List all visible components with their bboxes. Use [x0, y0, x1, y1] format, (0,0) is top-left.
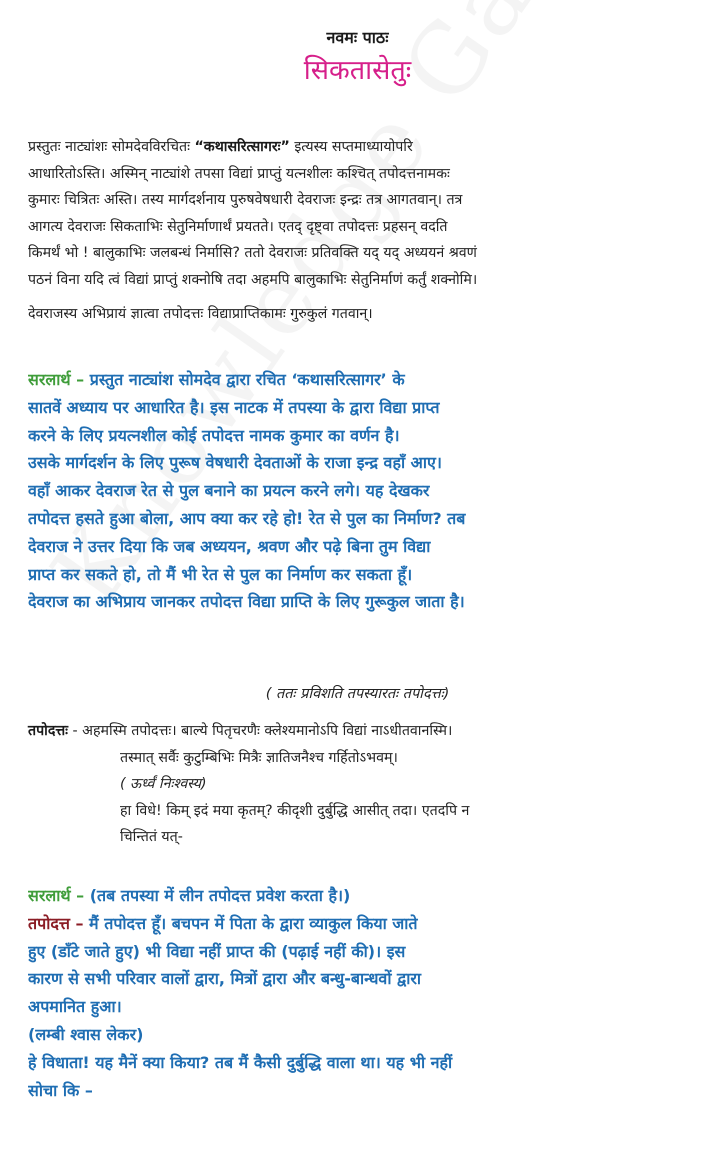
sanskrit-intro-line: किमर्थं भो ! बालुकाभिः जलबन्धं निर्मासि? ततो देवराजः प्रतिवक्ति यद् यद् अध्ययनं श्रवणं — [28, 245, 477, 261]
sanskrit-intro-line: आधारितोऽस्ति। अस्मिन् नाट्यांशे तपसा विद्यां प्राप्तुं यत्नशीलः कश्चित् तपोदत्तनामकः — [28, 165, 450, 182]
dialog-line: तपोदत्तः - अहमस्मि तपोदत्तः। बाल्ये पितृचरणैः क्लेश्यमानोऽपि विद्यां नाऽधीतवानस्मि। — [28, 723, 453, 739]
hindi-dialog-line: कारण से सभी परिवार वालों द्वारा, मित्रों द्वारा और बन्धु-बान्धवों द्वारा — [28, 969, 422, 989]
sanskrit-intro-line: पठनं विना यदि त्वं विद्यां प्राप्तुं शक्नोषि तदा अहमपि बालुकाभिः सेतुनिर्माणं कर्तुं शक्नोमि। — [28, 271, 478, 288]
sanskrit-intro-line: आगत्य देवराजः सिकताभिः सेतुनिर्माणार्थं प्रयतते। एतद् दृष्ट्वा तपोदत्तः प्रहसन् वदति — [28, 218, 448, 235]
hindi-dialog-line: सरलार्थ – (तब तपस्या में लीन तपोदत्त प्रवेश करता है।) — [28, 886, 351, 905]
hindi-intro-line: सातवें अध्याय पर आधारित है। इस नाटक में तपस्या के द्वारा विद्या प्राप्त — [28, 397, 440, 417]
sanskrit-intro-line: देवराजस्य अभिप्रायं ज्ञात्वा तपोदत्तः विद्याप्राप्तिकामः गुरुकुलं गतवान्। — [28, 306, 373, 322]
hindi-intro-line: सरलार्थ – प्रस्तुत नाट्यांश सोमदेव द्वारा रचित ‘कथासरित्सागर’ के — [28, 370, 405, 389]
hindi-intro-line: प्राप्त कर सकते हो, तो मैं भी रेत से पुल का निर्माण कर सकता हूँ। — [28, 564, 413, 584]
saralarth-label: सरलार्थ – — [28, 370, 85, 389]
hindi-dialog-line: (लम्बी श्वास लेकर) — [28, 1024, 144, 1044]
dialog-sanskrit — [28, 718, 698, 851]
hindi-intro-line: तपोदत्त हसते हुआ बोला, आप क्या कर रहे हो! रेत से पुल का निर्माण? तब — [28, 508, 466, 528]
dialog-line: तस्मात् सर्वैः कुटुम्बिभिः मित्रैः ज्ञातिजनैश्च गर्हितोऽभवम्। — [120, 749, 398, 766]
hindi-dialog-line: सोचा कि – — [28, 1080, 93, 1100]
hindi-dialog-line: तपोदत्त – मैं तपोदत्त हूँ। बचपन में पिता के द्वारा व्याकुल किया जाते — [28, 913, 418, 933]
speaker-name: तपोदत्तः — [28, 723, 69, 739]
hindi-dialog-line: हे विधाता! यह मैनें क्या किया? तब मैं कैसी दुर्बुद्धि वाला था। यह भी नहीं — [28, 1052, 453, 1072]
hindi-dialog — [28, 882, 688, 1104]
dialog-line: हा विधे! किम् इदं मया कृतम्? कीदृशी दुर्बुद्धि आसीत् तदा। एतदपि न — [120, 802, 470, 819]
speaker-label: तपोदत्त – — [28, 913, 84, 933]
hindi-intro-line: देवराज ने उत्तर दिया कि जब अध्ययन, श्रवण और पढ़े बिना तुम विद्या — [28, 536, 431, 556]
hindi-dialog-line: हुए (डाँटे जाते हुए) भी विद्या नहीं प्राप्त की (पढ़ाई नहीं की)। इस — [28, 941, 406, 961]
saralarth-label: सरलार्थ – — [28, 886, 85, 905]
hindi-intro — [28, 366, 688, 616]
stage-direction: ( ततः प्रविशति तपस्यारतः तपोदत्तः) — [265, 686, 450, 702]
sanskrit-intro — [28, 134, 688, 328]
hindi-intro-line: देवराज का अभिप्राय जानकर तपोदत्त विद्या प्राप्ति के लिए गुरूकुल जाता है। — [28, 592, 465, 612]
lesson-title: सिकतासेतुः — [303, 55, 412, 86]
hindi-intro-line: वहाँ आकर देवराज रेत से पुल बनाने का प्रयत्न करने लगे। यह देखकर — [28, 481, 430, 501]
chapter-heading: नवमः पाठः — [326, 28, 389, 47]
dialog-stage-note: ( ऊर्ध्वं निःश्वस्य) — [120, 776, 207, 792]
sanskrit-intro-line: प्रस्तुतः नाट्यांशः सोमदेवविरचितः “कथासरित्सागरः” इत्यस्य सप्तमाध्यायोपरि — [28, 139, 413, 155]
dialog-line: चिन्तितं यत्- — [120, 829, 183, 845]
hindi-intro-line: उसके मार्गदर्शन के लिए पुरूष वेषधारी देवताओं के राजा इन्द्र वहाँ आए। — [28, 453, 442, 473]
sanskrit-intro-line: कुमारः चित्रितः अस्ति। तस्य मार्गदर्शनाय पुरुषवेषधारी देवराजः इन्द्रः तत्र आगतवान्। तत्र — [28, 192, 463, 208]
hindi-dialog-line: अपमानित हुआ। — [28, 997, 122, 1017]
book-name: “कथासरित्सागरः” — [194, 139, 290, 155]
hindi-intro-line: करने के लिए प्रयत्नशील कोई तपोदत्त नामक कुमार का वर्णन है। — [28, 425, 400, 445]
